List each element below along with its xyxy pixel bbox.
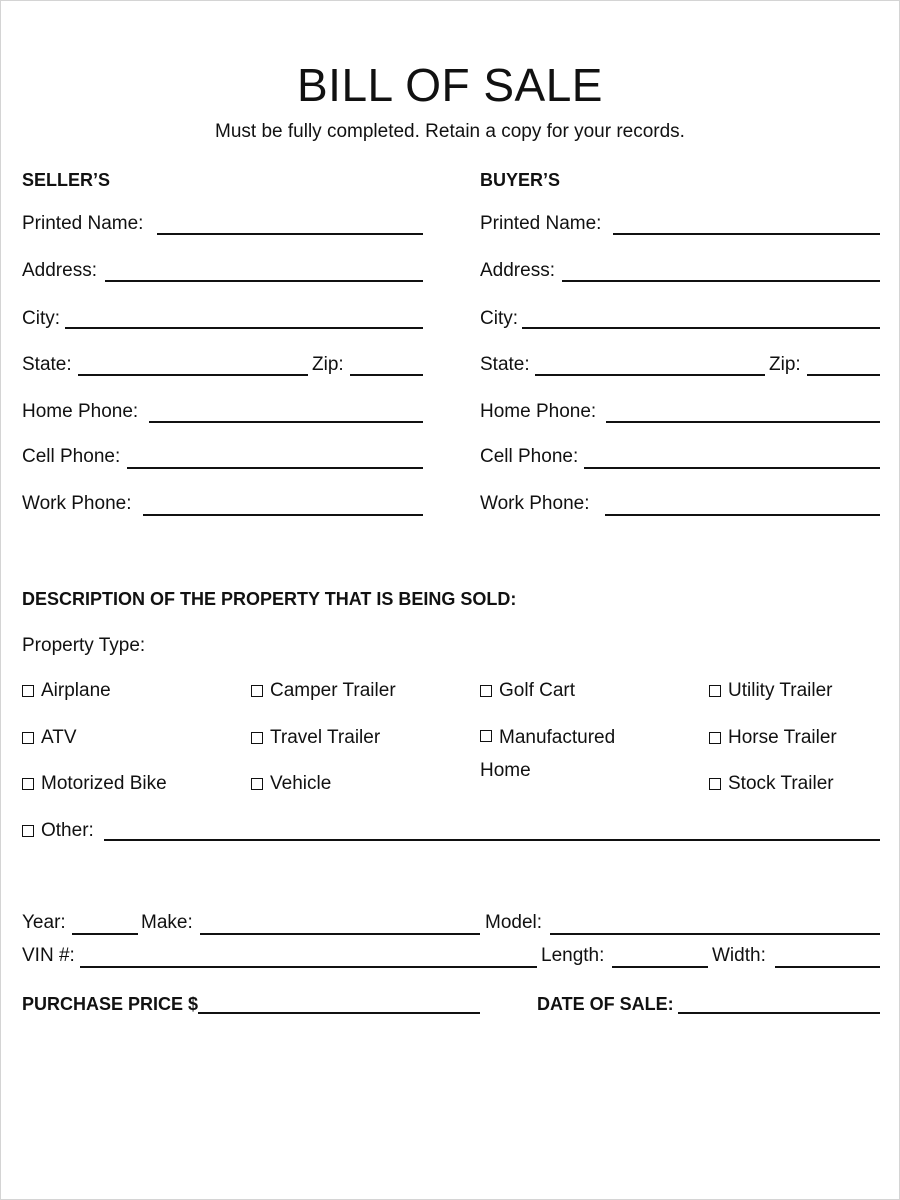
option-golf-cart-label: Golf Cart bbox=[499, 680, 576, 701]
checkbox-icon[interactable] bbox=[709, 685, 721, 697]
checkbox-icon[interactable] bbox=[22, 685, 34, 697]
buyer-work-phone-field[interactable] bbox=[605, 514, 880, 516]
make-field[interactable] bbox=[200, 933, 480, 935]
option-utility-trailer[interactable] bbox=[709, 680, 833, 702]
make-label: Make: bbox=[141, 912, 193, 933]
seller-home-phone-field[interactable] bbox=[149, 421, 423, 423]
option-atv[interactable] bbox=[22, 727, 77, 749]
option-vehicle-label: Vehicle bbox=[270, 773, 332, 794]
buyer-address-label: Address: bbox=[480, 260, 555, 281]
seller-cell-phone-label: Cell Phone: bbox=[22, 446, 121, 467]
seller-printed-name-field[interactable] bbox=[157, 233, 423, 235]
buyer-city-label: City: bbox=[480, 308, 518, 329]
other-field[interactable] bbox=[104, 839, 880, 841]
vin-label: VIN #: bbox=[22, 945, 75, 966]
checkbox-icon[interactable] bbox=[251, 685, 263, 697]
width-field[interactable] bbox=[775, 966, 880, 968]
buyer-city-field[interactable] bbox=[522, 327, 880, 329]
buyer-work-phone-label: Work Phone: bbox=[480, 493, 590, 514]
buyer-printed-name-field[interactable] bbox=[613, 233, 880, 235]
option-golf-cart[interactable] bbox=[480, 680, 575, 702]
option-motorized-bike[interactable] bbox=[22, 773, 167, 795]
option-other-label: Other: bbox=[41, 820, 94, 841]
buyer-zip-field[interactable] bbox=[807, 374, 880, 376]
year-field[interactable] bbox=[72, 933, 138, 935]
option-horse-trailer-label: Horse Trailer bbox=[728, 727, 837, 748]
checkbox-icon[interactable] bbox=[480, 730, 492, 742]
buyer-zip-label: Zip: bbox=[769, 354, 801, 375]
vin-field[interactable] bbox=[80, 966, 537, 968]
seller-zip-label: Zip: bbox=[312, 354, 344, 375]
seller-heading: SELLER’S bbox=[22, 170, 111, 190]
checkbox-icon[interactable] bbox=[709, 732, 721, 744]
seller-address-field[interactable] bbox=[105, 280, 423, 282]
property-type-label: Property Type: bbox=[22, 635, 146, 656]
property-section-heading: DESCRIPTION OF THE PROPERTY THAT IS BEING SOLD: bbox=[22, 589, 517, 609]
checkbox-icon[interactable] bbox=[709, 778, 721, 790]
checkbox-icon[interactable] bbox=[251, 732, 263, 744]
buyer-state-field[interactable] bbox=[535, 374, 765, 376]
buyer-printed-name-label: Printed Name: bbox=[480, 213, 602, 234]
option-manufactured-home-label: Manufactured Home bbox=[480, 727, 616, 781]
buyer-cell-phone-label: Cell Phone: bbox=[480, 446, 579, 467]
seller-home-phone-label: Home Phone: bbox=[22, 401, 139, 422]
document-subtitle: Must be fully completed. Retain a copy for your records. bbox=[215, 121, 685, 142]
seller-city-field[interactable] bbox=[65, 327, 423, 329]
buyer-home-phone-label: Home Phone: bbox=[480, 401, 597, 422]
seller-state-label: State: bbox=[22, 354, 72, 375]
checkbox-icon[interactable] bbox=[22, 732, 34, 744]
option-vehicle[interactable] bbox=[251, 773, 331, 795]
buyer-cell-phone-field[interactable] bbox=[584, 467, 880, 469]
option-motorized-bike-label: Motorized Bike bbox=[41, 773, 167, 794]
seller-state-field[interactable] bbox=[78, 374, 308, 376]
year-label: Year: bbox=[22, 912, 66, 933]
seller-zip-field[interactable] bbox=[350, 374, 423, 376]
option-manufactured-home[interactable] bbox=[480, 721, 650, 787]
length-field[interactable] bbox=[612, 966, 708, 968]
option-camper-trailer[interactable] bbox=[251, 680, 396, 702]
seller-city-label: City: bbox=[22, 308, 60, 329]
seller-address-label: Address: bbox=[22, 260, 97, 281]
date-of-sale-label: DATE OF SALE: bbox=[537, 994, 674, 1014]
seller-work-phone-label: Work Phone: bbox=[22, 493, 132, 514]
option-horse-trailer[interactable] bbox=[709, 727, 837, 749]
checkbox-icon[interactable] bbox=[251, 778, 263, 790]
checkbox-icon[interactable] bbox=[480, 685, 492, 697]
length-label: Length: bbox=[541, 945, 605, 966]
width-label: Width: bbox=[712, 945, 766, 966]
option-airplane-label: Airplane bbox=[41, 680, 111, 701]
buyer-address-field[interactable] bbox=[562, 280, 880, 282]
option-travel-trailer[interactable] bbox=[251, 727, 380, 749]
seller-cell-phone-field[interactable] bbox=[127, 467, 423, 469]
seller-work-phone-field[interactable] bbox=[143, 514, 423, 516]
buyer-heading: BUYER’S bbox=[480, 170, 561, 190]
option-utility-trailer-label: Utility Trailer bbox=[728, 680, 833, 701]
checkbox-icon[interactable] bbox=[22, 778, 34, 790]
model-label: Model: bbox=[485, 912, 543, 933]
option-travel-trailer-label: Travel Trailer bbox=[270, 727, 381, 748]
option-other[interactable] bbox=[22, 820, 94, 842]
purchase-price-label: PURCHASE PRICE $ bbox=[22, 994, 199, 1014]
option-airplane[interactable] bbox=[22, 680, 111, 702]
checkbox-icon[interactable] bbox=[22, 825, 34, 837]
option-camper-trailer-label: Camper Trailer bbox=[270, 680, 396, 701]
buyer-state-label: State: bbox=[480, 354, 530, 375]
model-field[interactable] bbox=[550, 933, 880, 935]
option-stock-trailer[interactable] bbox=[709, 773, 834, 795]
seller-printed-name-label: Printed Name: bbox=[22, 213, 144, 234]
document-title: BILL OF SALE bbox=[297, 59, 603, 111]
option-atv-label: ATV bbox=[41, 727, 77, 748]
date-of-sale-field[interactable] bbox=[678, 1012, 880, 1014]
buyer-home-phone-field[interactable] bbox=[606, 421, 880, 423]
option-stock-trailer-label: Stock Trailer bbox=[728, 773, 834, 794]
purchase-price-field[interactable] bbox=[198, 1012, 480, 1014]
